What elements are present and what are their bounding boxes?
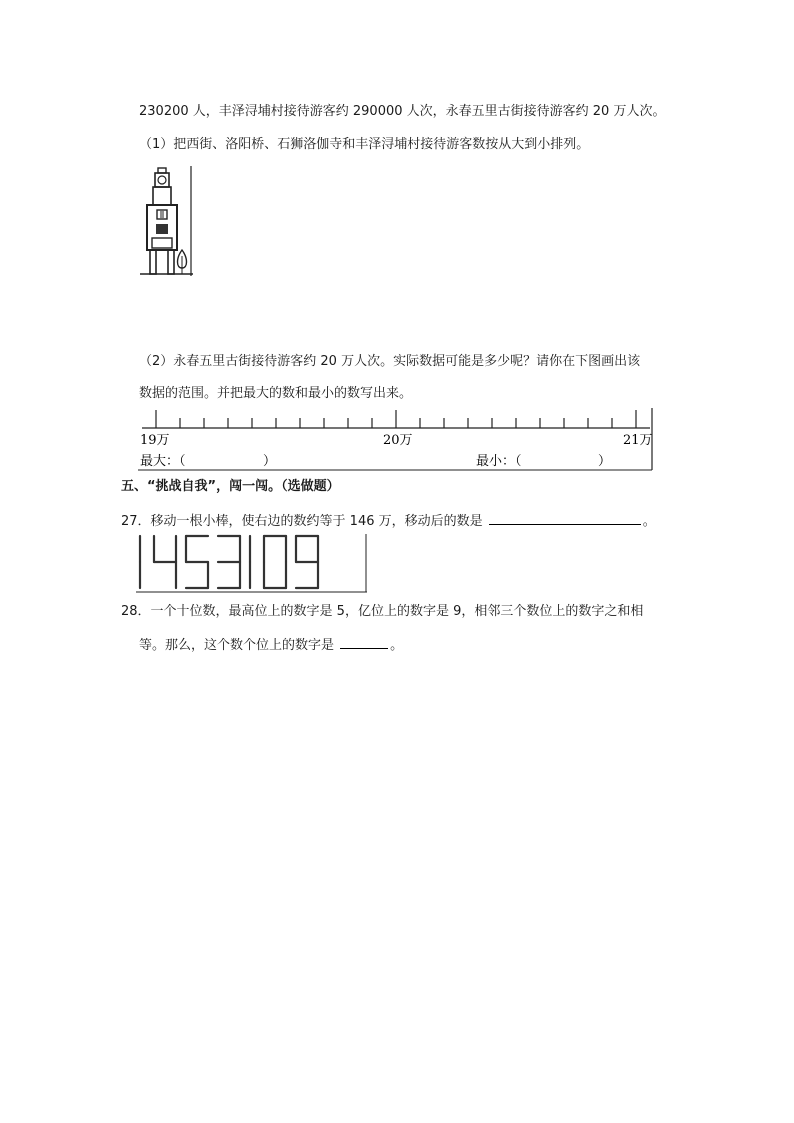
max-answer-close: ）	[263, 454, 277, 469]
matchstick-number	[136, 532, 372, 594]
question-28-text-line2: 等。那么，这个数个位上的数字是	[139, 638, 335, 653]
question-28-line2	[139, 636, 403, 654]
question-28-text-line1: 一个十位数，最高位上的数字是 5，亿位上的数字是 9，相邻三个数位上的数字之和相	[150, 604, 644, 619]
question-1-text: （1）把西街、洛阳桥、石狮洛伽寺和丰泽浔埔村接待游客数按从大到小排列。	[139, 137, 590, 152]
number-line-ticks	[156, 410, 636, 428]
intro-text: 230200 人，丰泽浔埔村接待游客约 290000 人次，永春五里古街接待游客约 20 万人次。	[139, 104, 666, 119]
clock-tower-illustration	[138, 164, 198, 280]
question-27-number: 27．	[121, 514, 151, 529]
tick-label-19wan: 19万	[140, 433, 170, 448]
tick-label-21wan: 21万	[623, 433, 653, 448]
question-28-line1	[121, 604, 643, 620]
question-27-end: 。	[642, 514, 656, 529]
number-line-diagram	[136, 406, 656, 472]
max-label: 最大：（	[140, 454, 186, 469]
min-answer-close: ）	[598, 454, 612, 469]
question-28-answer-blank[interactable]	[340, 636, 388, 649]
question-27-answer-blank[interactable]	[489, 512, 641, 525]
question-28-number: 28．	[121, 604, 151, 619]
min-label: 最小：（	[476, 454, 522, 469]
question-28-end: 。	[390, 638, 404, 653]
question-27	[121, 512, 656, 530]
section-5-heading: 五、“挑战自我”，闯一闯。（选做题）	[121, 479, 340, 494]
tick-label-20wan: 20万	[383, 433, 413, 448]
question-2-text-line2: 数据的范围。并把最大的数和最小的数写出来。	[139, 386, 413, 401]
question-27-text: 移动一根小棒，使右边的数约等于 146 万，移动后的数是	[150, 514, 483, 529]
question-2-text-line1: （2）永春五里古街接待游客约 20 万人次。实际数据可能是多少呢？请你在下图画出该	[139, 354, 641, 369]
